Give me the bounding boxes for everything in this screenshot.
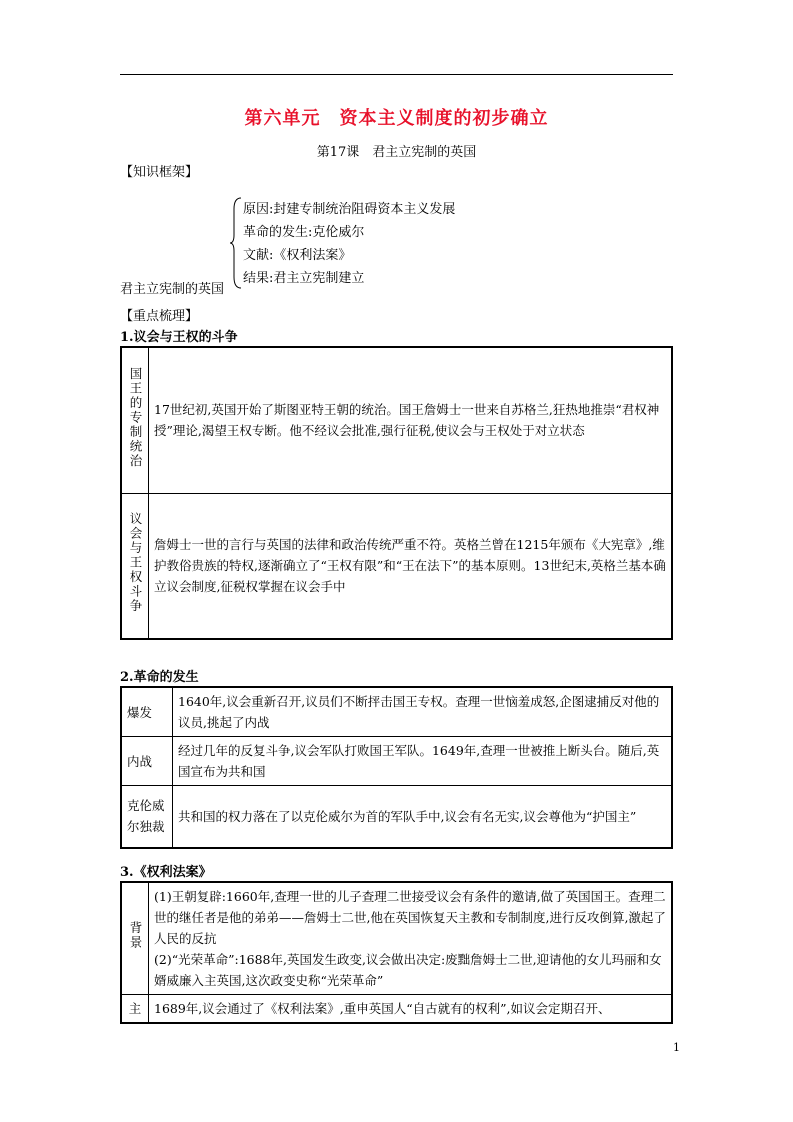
table-row xyxy=(121,786,672,848)
row-text xyxy=(149,882,673,995)
row-text: 17世纪初,英国开始了斯图亚特王朝的统治。国王詹姆士一世来自苏格兰,狂热地推崇“君权神授”理论,渴望王权专断。他不经议会批准,强行征税,使议会与王权处于对立状态 xyxy=(149,347,673,493)
table-row xyxy=(121,737,672,786)
section1-table xyxy=(120,346,673,640)
section3-title: 3.《权利法案》 xyxy=(120,865,212,880)
row-paragraph: (1)王朝复辟:1660年,查理一世的儿子查理二世接受议会有条件的邀请,做了英国国王。查理二世的继任者是他的弟弟——詹姆士二世,他在英国恢复天主教和专制制度,进行反攻倒算,激起了人民的反抗 xyxy=(154,889,666,946)
table-row xyxy=(121,493,672,639)
framework-item: 革命的发生:克伦威尔 xyxy=(243,225,365,240)
section2-title: 2.革命的发生 xyxy=(120,670,199,685)
page-number: 1 xyxy=(673,1041,680,1054)
row-label: 克伦威尔独裁 xyxy=(121,786,173,848)
header-rule xyxy=(120,74,673,75)
framework-item: 原因:封建专制统治阻碍资本主义发展 xyxy=(243,202,456,217)
row-label: 背景 xyxy=(121,882,149,995)
row-text: 共和国的权力落在了以克伦威尔为首的军队手中,议会有名无实,议会尊他为“护国主” xyxy=(173,786,673,848)
framework-item: 文献:《权利法案》 xyxy=(243,248,352,263)
row-text: 1689年,议会通过了《权利法案》,重申英国人“自古就有的权利”,如议会定期召开、 xyxy=(149,995,673,1024)
table-row xyxy=(121,347,672,493)
section3-table xyxy=(120,881,673,1024)
framework-brace xyxy=(230,197,242,289)
unit-title: 第六单元 资本主义制度的初步确立 xyxy=(244,108,549,129)
key-points-heading: 【重点梳理】 xyxy=(120,309,199,324)
table-row xyxy=(121,882,672,995)
row-label: 议会与王权斗争 xyxy=(121,493,149,639)
table-row xyxy=(121,995,672,1024)
row-text: 经过几年的反复斗争,议会军队打败国王军队。1649年,查理一世被推上断头台。随后,英国宣布为共和国 xyxy=(173,737,673,786)
row-text: 詹姆士一世的言行与英国的法律和政治传统严重不符。英格兰曾在1215年颁布《大宪章》,维护教俗贵族的特权,逐渐确立了“王权有限”和“王在法下”的基本原则。13世纪末,英格兰基本确立议会制度,征税权掌握在议会手中 xyxy=(149,493,673,639)
section2-table xyxy=(120,686,673,849)
section1-title: 1.议会与王权的斗争 xyxy=(120,330,238,345)
row-label: 内战 xyxy=(121,737,173,786)
lesson-title: 第17课 君主立宪制的英国 xyxy=(316,145,477,160)
framework-item: 结果:君主立宪制建立 xyxy=(243,271,365,286)
table-row xyxy=(121,687,672,737)
row-paragraph: (2)“光荣革命”:1688年,英国发生政变,议会做出决定:废黜詹姆士二世,迎请他的女儿玛丽和女婿威廉入主英国,这次政变史称“光荣革命” xyxy=(154,952,662,988)
row-label: 国王的专制统治 xyxy=(121,347,149,493)
row-text: 1640年,议会重新召开,议员们不断抨击国王专权。查理一世恼羞成怒,企图逮捕反对他的议员,挑起了内战 xyxy=(173,687,673,737)
framework-root: 君主立宪制的英国 xyxy=(120,282,225,297)
row-label: 主 xyxy=(121,995,149,1024)
row-label: 爆发 xyxy=(121,687,173,737)
framework-heading: 【知识框架】 xyxy=(120,165,199,180)
